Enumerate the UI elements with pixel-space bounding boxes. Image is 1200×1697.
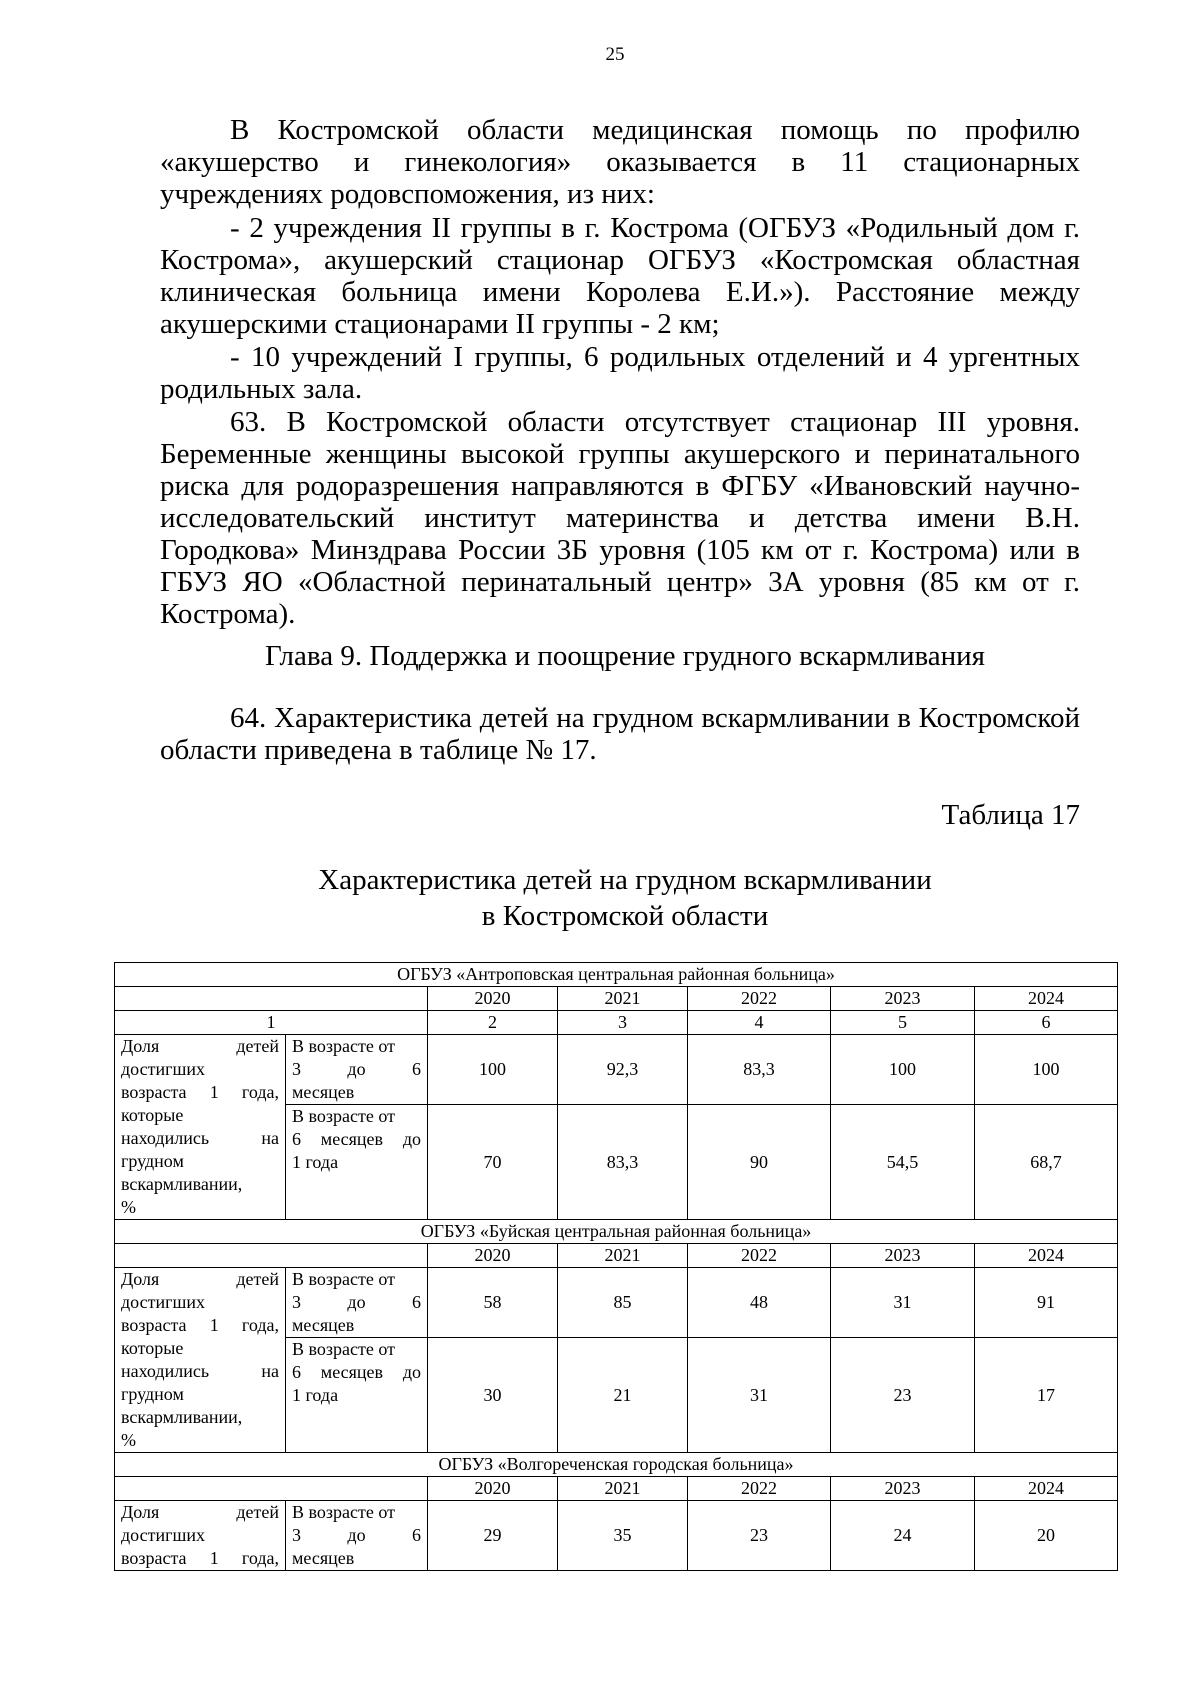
year-cell: 2023 xyxy=(831,1244,975,1268)
paragraph-64: 64. Характеристика детей на грудном вскармливании в Костромской области приведена в таблице № 17. xyxy=(160,702,1080,766)
value-cell: 30 xyxy=(428,1338,558,1453)
hospital-header-row xyxy=(115,1453,1118,1477)
age-3-6-label: В возрасте от 3 до 6 месяцев xyxy=(286,1268,428,1338)
table-row xyxy=(115,1501,1118,1571)
value-cell: 31 xyxy=(831,1268,975,1338)
paragraph-63: 63. В Костромской области отсутствует стационар III уровня. Беременные женщины высокой группы акушерского и перинатального риска для родоразрешения направляются в ФГБУ «Ивановский научно-исследовательский институт материнства и детства имени В.Н. Городкова» Минздрава России 3Б уровня (105 км от г. Кострома) или в ГБУЗ ЯО «Областной перинатальный центр» 3А уровня (85 км от г. Кострома). xyxy=(160,406,1080,630)
empty-cell xyxy=(115,987,428,1011)
value-cell: 83,3 xyxy=(688,1035,831,1105)
value-cell: 91 xyxy=(975,1268,1118,1338)
list-item-group-1: - 10 учреждений I группы, 6 родильных отделений и 4 ургентных родильных зала. xyxy=(160,341,1080,405)
value-cell: 90 xyxy=(688,1105,831,1220)
value-cell: 29 xyxy=(428,1501,558,1571)
table-title-line-1: Характеристика детей на грудном вскармливании xyxy=(318,864,932,896)
value-cell: 100 xyxy=(975,1035,1118,1105)
year-cell: 2021 xyxy=(558,1244,688,1268)
year-row xyxy=(115,1477,1118,1501)
value-cell: 48 xyxy=(688,1268,831,1338)
year-cell: 2020 xyxy=(428,1477,558,1501)
year-cell: 2024 xyxy=(975,1244,1118,1268)
table-title-line-2: в Костромской области xyxy=(481,900,769,932)
value-cell: 85 xyxy=(558,1268,688,1338)
row-label: Доля детей достигших возраста 1 года, xyxy=(115,1501,286,1571)
value-cell: 24 xyxy=(831,1501,975,1571)
value-cell: 23 xyxy=(688,1501,831,1571)
year-row xyxy=(115,1244,1118,1268)
table-row xyxy=(115,1268,1118,1338)
age-3-6-label: В возрасте от 3 до 6 месяцев xyxy=(286,1035,428,1105)
value-cell: 100 xyxy=(831,1035,975,1105)
value-cell: 54,5 xyxy=(831,1105,975,1220)
column-number: 3 xyxy=(558,1011,688,1035)
value-cell: 58 xyxy=(428,1268,558,1338)
chapter-heading: Глава 9. Поддержка и поощрение грудного вскармливания xyxy=(264,640,986,672)
list-item-group-2: - 2 учреждения II группы в г. Кострома (ОГБУЗ «Родильный дом г. Кострома», акушерский стационар ОГБУЗ «Костромская областная клиническая больница имени Королева Е.И.»). Расстояние между акушерскими стационарами II группы - 2 км; xyxy=(160,212,1080,340)
year-cell: 2021 xyxy=(558,1477,688,1501)
hospital-header-row xyxy=(115,963,1118,987)
value-cell: 20 xyxy=(975,1501,1118,1571)
table-title xyxy=(160,862,1080,934)
row-label: Доля детей достигших возраста 1 года, которые находились на грудном вскармливании, % xyxy=(115,1268,286,1453)
value-cell: 31 xyxy=(688,1338,831,1453)
empty-cell xyxy=(115,1244,428,1268)
year-row xyxy=(115,987,1118,1011)
row-label: Доля детей достигших возраста 1 года, которые находились на грудном вскармливании, % xyxy=(115,1035,286,1220)
column-number: 5 xyxy=(831,1011,975,1035)
value-cell: 21 xyxy=(558,1338,688,1453)
hospital-name: ОГБУЗ «Буйская центральная районная больница» xyxy=(115,1220,1118,1244)
column-number: 2 xyxy=(428,1011,558,1035)
year-cell: 2024 xyxy=(975,1477,1118,1501)
hospital-name: ОГБУЗ «Волгореченская городская больница» xyxy=(115,1453,1118,1477)
year-cell: 2023 xyxy=(831,987,975,1011)
value-cell: 100 xyxy=(428,1035,558,1105)
column-number-row xyxy=(115,1011,1118,1035)
value-cell: 35 xyxy=(558,1501,688,1571)
value-cell: 17 xyxy=(975,1338,1118,1453)
value-cell: 70 xyxy=(428,1105,558,1220)
value-cell: 92,3 xyxy=(558,1035,688,1105)
value-cell: 23 xyxy=(831,1338,975,1453)
table-row xyxy=(115,1035,1118,1105)
column-number: 1 xyxy=(115,1011,428,1035)
value-cell: 68,7 xyxy=(975,1105,1118,1220)
hospital-name: ОГБУЗ «Антроповская центральная районная больница» xyxy=(115,963,1118,987)
year-cell: 2022 xyxy=(688,1244,831,1268)
empty-cell xyxy=(115,1477,428,1501)
year-cell: 2022 xyxy=(688,1477,831,1501)
value-cell: 83,3 xyxy=(558,1105,688,1220)
breastfeeding-table xyxy=(114,962,1118,1571)
year-cell: 2023 xyxy=(831,1477,975,1501)
year-cell: 2021 xyxy=(558,987,688,1011)
age-6-12-label: В возрасте от 6 месяцев до 1 года xyxy=(286,1105,428,1220)
age-3-6-label: В возрасте от 3 до 6 месяцев xyxy=(286,1501,428,1571)
year-cell: 2024 xyxy=(975,987,1118,1011)
column-number: 6 xyxy=(975,1011,1118,1035)
year-cell: 2020 xyxy=(428,1244,558,1268)
year-cell: 2020 xyxy=(428,987,558,1011)
page-number: 25 xyxy=(605,44,625,65)
table-label: Таблица 17 xyxy=(941,799,1080,831)
year-cell: 2022 xyxy=(688,987,831,1011)
hospital-header-row xyxy=(115,1220,1118,1244)
age-6-12-label: В возрасте от 6 месяцев до 1 года xyxy=(286,1338,428,1453)
column-number: 4 xyxy=(688,1011,831,1035)
intro-paragraph: В Костромской области медицинская помощь по профилю «акушерство и гинекология» оказывается в 11 стационарных учреждениях родовспоможения, из них: xyxy=(160,114,1080,210)
